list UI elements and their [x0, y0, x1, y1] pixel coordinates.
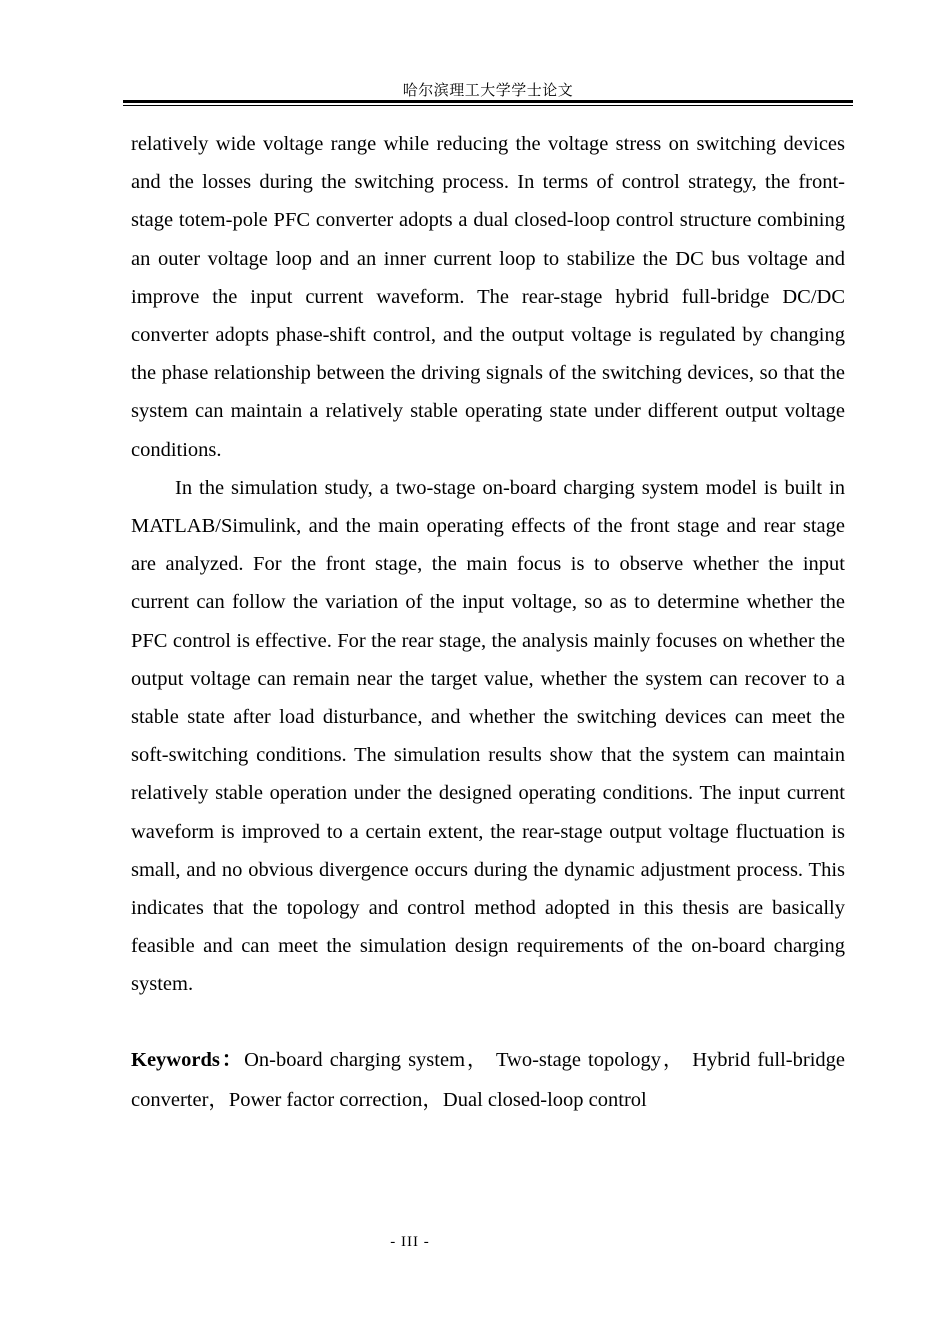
abstract-paragraph-2: In the simulation study, a two-stage on-board charging system model is built in MATLAB/Simulink, and the main operating effects of the front stage and rear stage are analyzed. For the front stage, the main focus is to observe whether the input current can follow the variation of the input voltage, so as to determine whether the PFC control is effective. For the rear stage, the analysis mainly focuses on whether the output voltage can remain near the target value, whether the system can recover to a stable state after load disturbance, and whether the switching devices can meet the soft-switching conditions. The simulation results show that the system can maintain relatively stable operation under the designed operating conditions. The input current waveform is improved to a certain extent, the rear-stage output voltage fluctuation is small, and no obvious divergence occurs during the dynamic adjustment process. This indicates that the topology and control method adopted in this thesis are basically feasible and can meet the simulation design requirements of the on-board charging system. — [131, 476, 845, 996]
abstract-paragraph-1: relatively wide voltage range while reducing the voltage stress on switching devices and the losses during the switching process. In terms of control strategy, the front-stage totem-pole PFC converter adopts a dual closed-loop control structure combining an outer voltage loop and an inner current loop to stabilize the DC bus voltage and improve the input current waveform. The rear-stage hybrid full-bridge DC/DC converter adopts phase-shift control, and the output voltage is regulated by changing the phase relationship between the driving signals of the switching devices, so that the system can maintain a relatively stable operating state under different output voltage conditions. — [131, 133, 845, 461]
keywords-line — [131, 1040, 845, 1120]
abstract-body — [131, 125, 845, 1004]
keywords-text: On-board charging system， Two-stage topology， Hybrid full-bridge converter，Power factor correction，Dual closed-loop control — [131, 1049, 846, 1111]
keywords-label: Keywords： — [131, 1049, 245, 1071]
header-rule-thin — [123, 105, 853, 106]
header-rule-thick — [123, 100, 853, 103]
page-number: - III - — [390, 1234, 430, 1250]
running-header: 哈尔滨理工大学学士论文 — [402, 81, 574, 99]
